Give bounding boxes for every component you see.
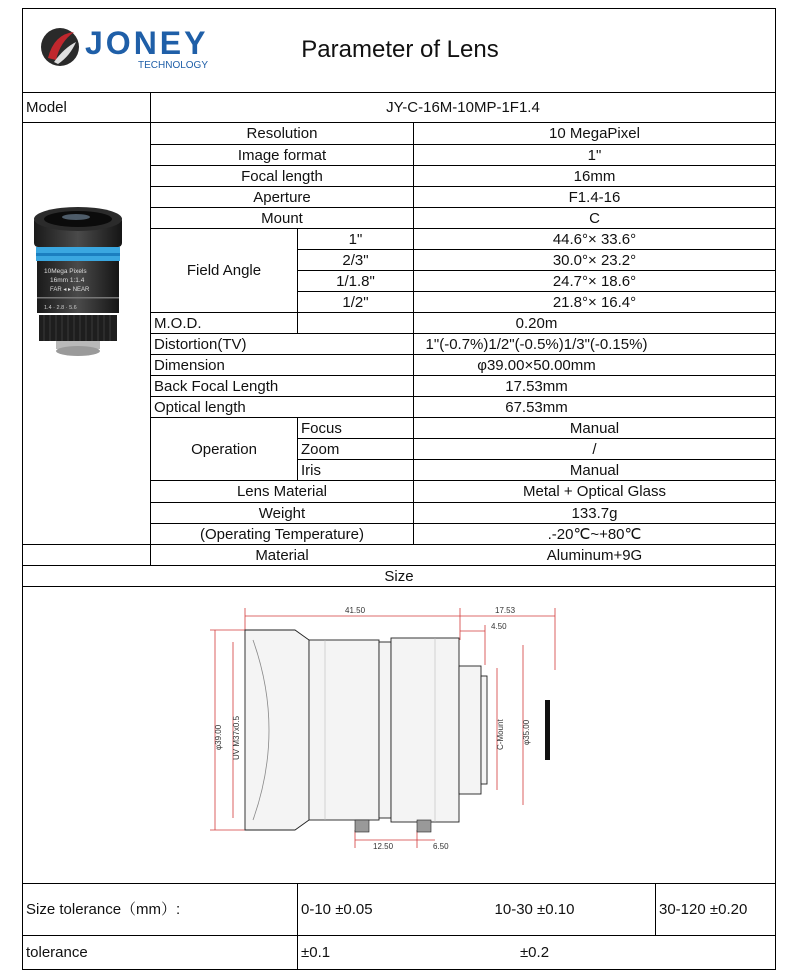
svg-text:FAR ◂ ▸ NEAR: FAR ◂ ▸ NEAR: [50, 287, 90, 293]
distortion-label: Distortion(TV): [154, 335, 247, 353]
dim-label: φ39.00: [214, 724, 223, 750]
logo-subtext: TECHNOLOGY: [138, 60, 209, 71]
tolerance-range: 10-30 ±0.10: [494, 901, 575, 918]
table-border-bottom: [22, 969, 776, 970]
table-border-left: [22, 8, 23, 970]
operation-item: Focus: [301, 419, 342, 437]
field-angle-value: 30.0°× 23.2°: [552, 251, 637, 269]
material-value: Aluminum+9G: [546, 546, 643, 564]
dim-label: 12.50: [373, 842, 394, 851]
back-focal-value: 17.53mm: [505, 377, 568, 395]
material-label: Material: [255, 546, 309, 564]
table-border-right: [775, 8, 776, 970]
dim-label: 4.50: [491, 622, 507, 631]
optical-length-value: 67.53mm: [505, 398, 568, 416]
tolerance-range: 0-10 ±0.05: [301, 901, 373, 918]
aperture-value: F1.4-16: [568, 188, 621, 206]
dim-label: UV M37x0.5: [232, 715, 241, 760]
svg-text:10Mega Pixels: 10Mega Pixels: [44, 268, 87, 275]
weight-value: 133.7g: [571, 504, 618, 522]
mod-value: 0.20m: [515, 314, 558, 332]
dim-label: 6.50: [433, 842, 449, 851]
weight-label: Weight: [258, 504, 306, 522]
mount-label: Mount: [261, 209, 303, 227]
table-border-top: [22, 8, 776, 9]
dim-label: φ35.00: [522, 719, 531, 745]
field-angle-value: 24.7°× 18.6°: [552, 272, 637, 290]
svg-text:16mm 1:1.4: 16mm 1:1.4: [50, 277, 85, 284]
image-format-label: Image format: [237, 146, 327, 164]
page-title: Parameter of Lens: [301, 36, 499, 63]
operation-value: Manual: [569, 461, 620, 479]
field-angle-sensor: 2/3": [342, 251, 369, 269]
size-tolerance-label: Size tolerance（mm）:: [26, 901, 181, 918]
field-angle-sensor: 1": [348, 230, 363, 248]
temperature-label: (Operating Temperature): [200, 525, 364, 543]
lens-dimension-drawing: [205, 600, 565, 860]
dim-label: 41.50: [345, 606, 366, 615]
focal-length-label: Focal length: [241, 167, 323, 185]
aperture-label: Aperture: [253, 188, 311, 206]
size-heading: Size: [384, 567, 414, 585]
dim-label: C-Mount: [496, 719, 505, 750]
mod-label: M.O.D.: [154, 314, 202, 332]
mount-value: C: [589, 209, 600, 227]
resolution-value: 10 MegaPixel: [549, 125, 640, 142]
operation-label: Operation: [191, 440, 257, 458]
distortion-value: 1"(-0.7%)1/2"(-0.5%)1/3"(-0.15%): [425, 335, 648, 353]
lens-material-label: Lens Material: [236, 483, 328, 500]
dimension-label: Dimension: [154, 356, 225, 374]
svg-text:1.4 · 2.8 · 5.6: 1.4 · 2.8 · 5.6: [44, 305, 77, 311]
image-format-value: 1": [587, 146, 602, 164]
tolerance-value: ±0.1: [301, 944, 331, 961]
tolerance-value: ±0.2: [519, 944, 550, 961]
operation-item: Iris: [301, 461, 321, 479]
row-line: [22, 586, 776, 587]
lens-photo: [26, 205, 130, 365]
tolerance-label: tolerance: [26, 944, 88, 961]
field-angle-value: 21.8°× 16.4°: [552, 293, 637, 311]
focal-length-value: 16mm: [573, 167, 616, 185]
lens-material-value: Metal + Optical Glass: [523, 483, 666, 500]
field-angle-sensor: 1/1.8": [336, 272, 375, 290]
field-angle-value: 44.6°× 33.6°: [552, 230, 637, 248]
field-angle-sensor: 1/2": [342, 293, 369, 311]
back-focal-label: Back Focal Length: [154, 377, 279, 395]
tolerance-range: 30-120 ±0.20: [659, 901, 748, 918]
resolution-label: Resolution: [246, 125, 318, 142]
operation-value: /: [592, 440, 597, 458]
dimension-value: φ39.00×50.00mm: [477, 356, 596, 374]
model-label: Model: [26, 99, 67, 116]
logo-text: JONEY: [85, 25, 209, 61]
field-angle-label: Field Angle: [186, 262, 262, 279]
joney-logo: [38, 24, 238, 72]
temperature-value: .-20℃~+80℃: [547, 525, 642, 543]
operation-item: Zoom: [301, 440, 340, 458]
dim-label: 17.53: [495, 606, 516, 615]
operation-value: Manual: [569, 419, 620, 437]
optical-length-label: Optical length: [154, 398, 246, 416]
model-value: JY-C-16M-10MP-1F1.4: [386, 99, 540, 116]
